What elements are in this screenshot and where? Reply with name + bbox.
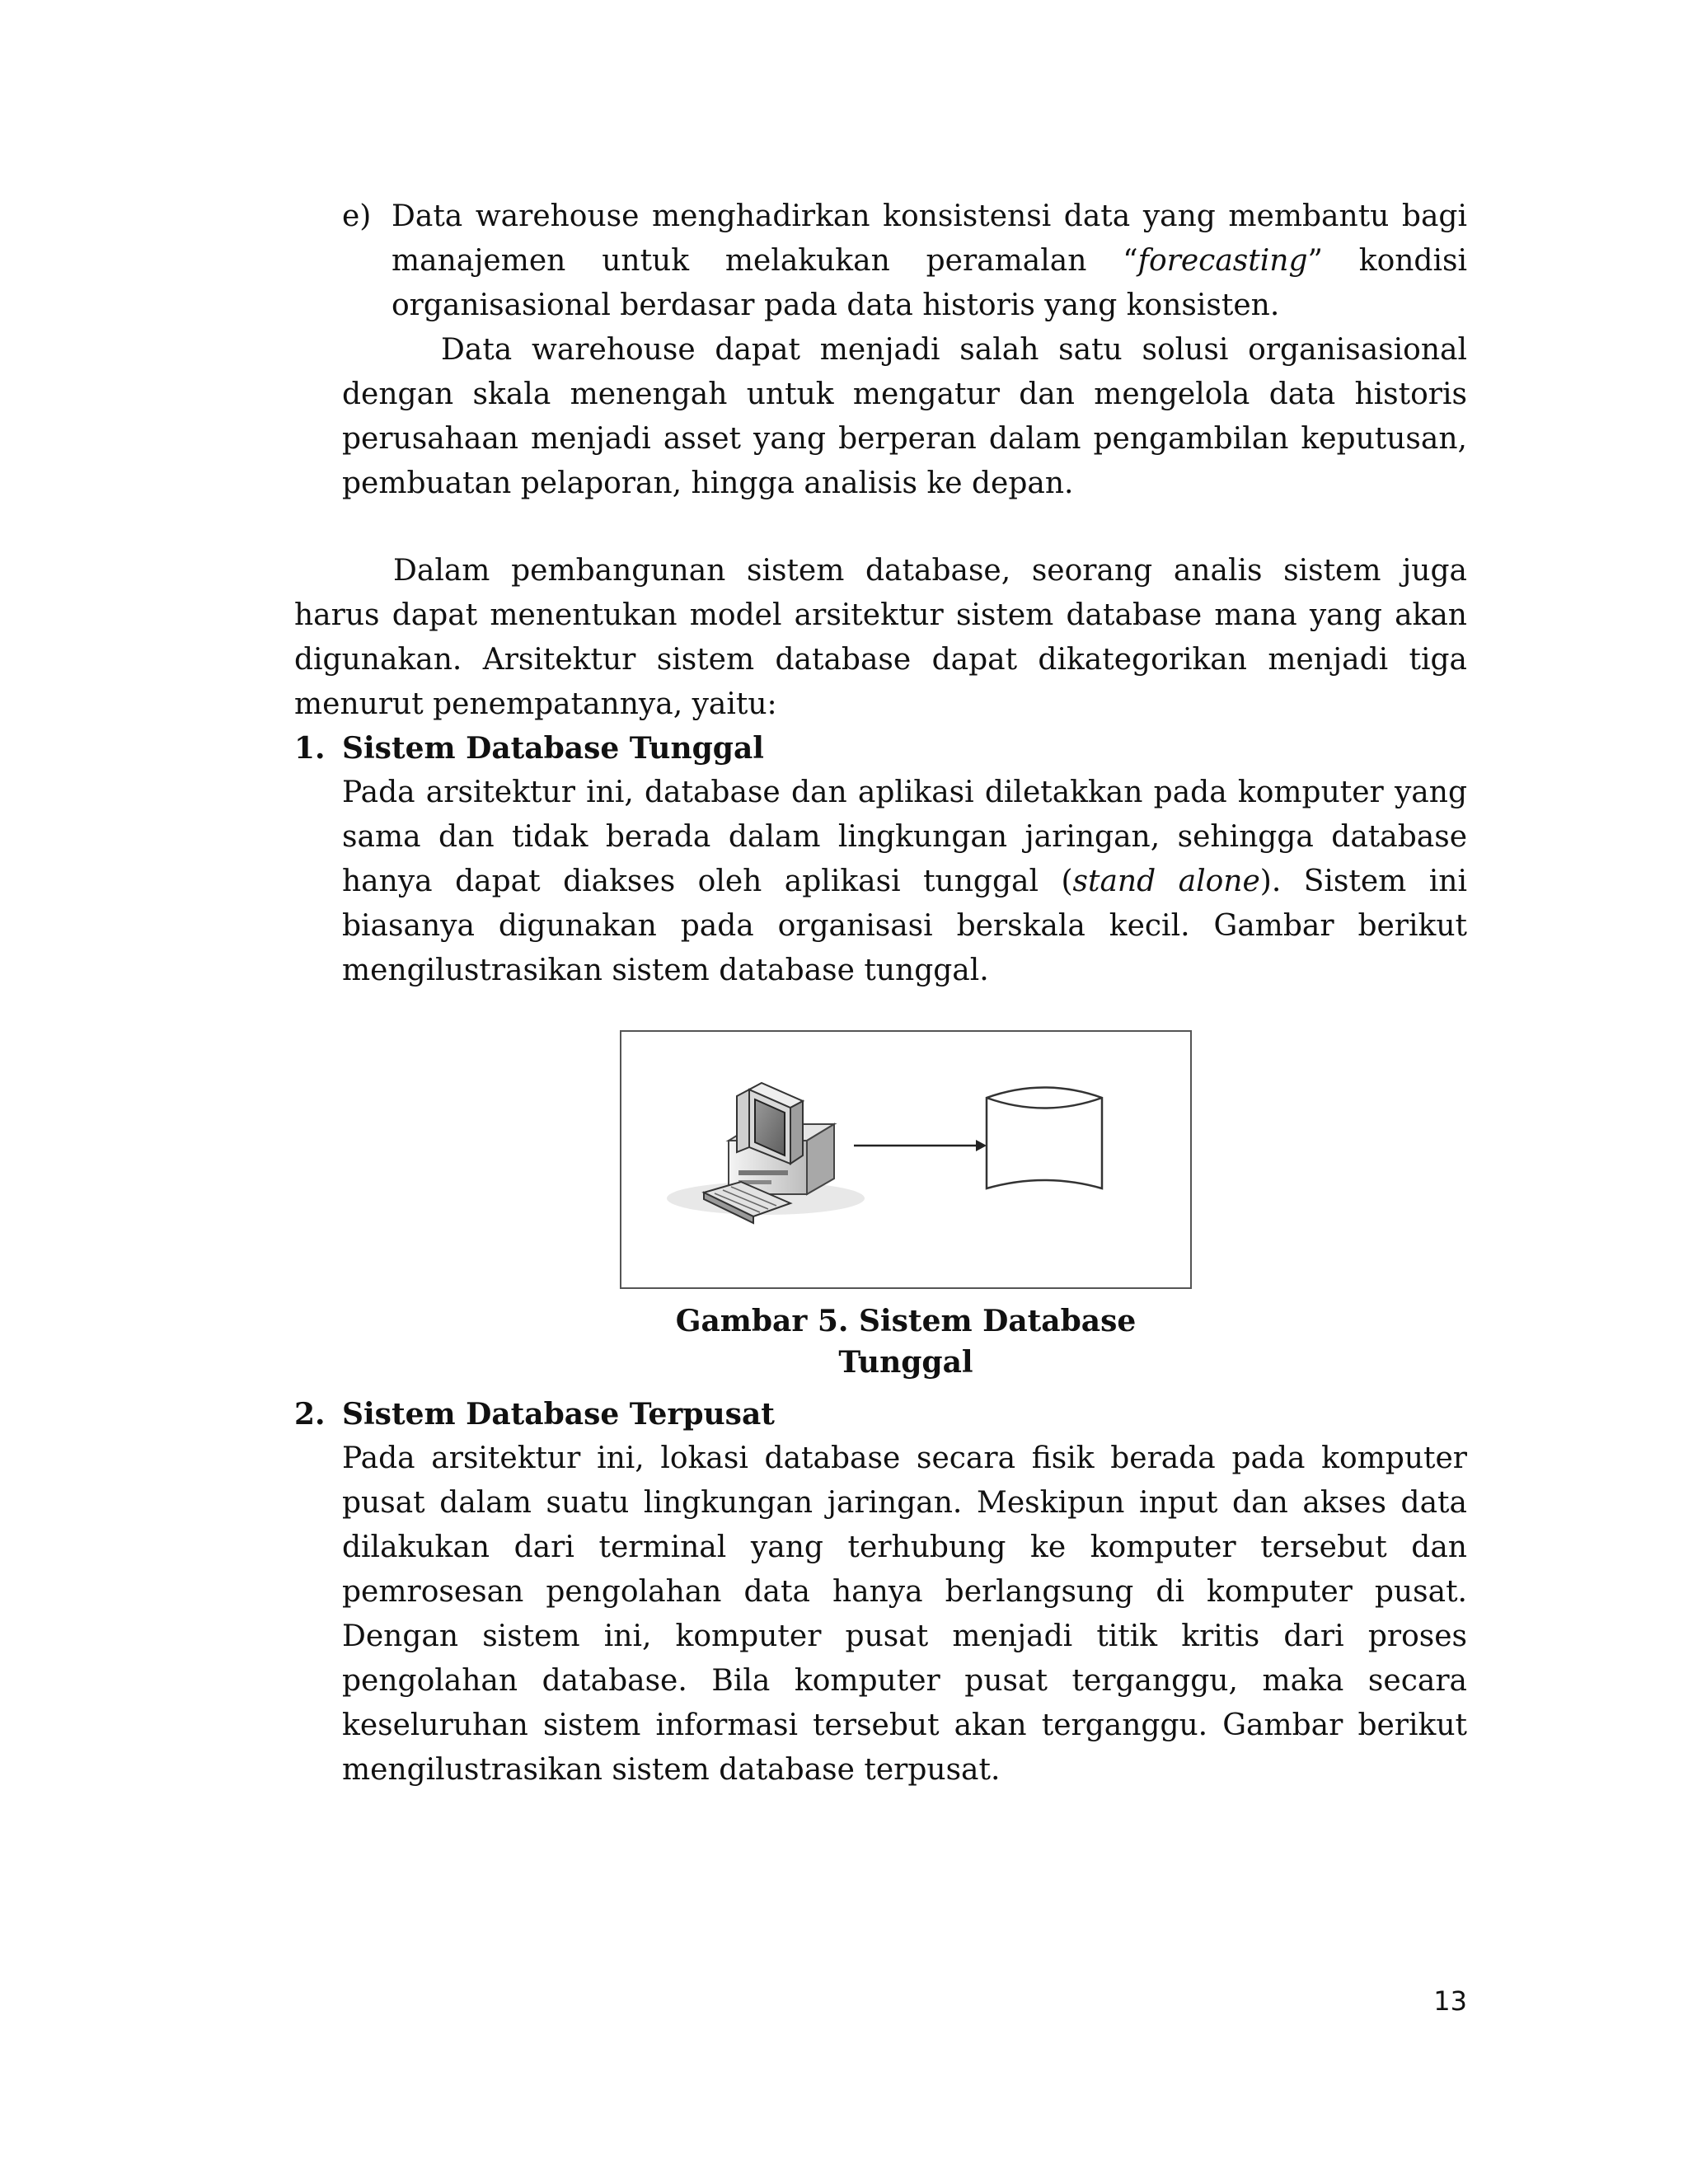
section-1-body: Pada arsitektur ini, database dan aplikasi diletakkan pada komputer yang sama dan tidak berada dalam lingkungan jaringan, sehingga database hanya dapat diakses oleh aplikasi tunggal (stand alone). Sistem ini biasanya digunakan pada organisasi berskala kecil. Gambar berikut mengilustrasikan sistem database tunggal. xyxy=(342,776,1468,987)
section-2-body: Pada arsitektur ini, lokasi database secara fisik berada pada komputer pusat dalam suatu lingkungan jaringan. Meskipun input dan akses data dilakukan dari terminal yang terhubung ke komputer tersebut dan pemrosesan pengolahan data hanya berlangsung di komputer pusat. Dengan sistem ini, komputer pusat menjadi titik kritis dari proses pengolahan database. Bila komputer pusat terganggu, maka secara keseluruhan sistem informasi tersebut akan terganggu. Gambar berikut mengilustrasikan sistem database terpusat. xyxy=(342,1441,1467,1787)
paragraph-architecture-intro: Dalam pembangunan sistem database, seorang analis sistem juga harus dapat menentukan model arsitektur sistem database mana yang akan digunakan. Arsitektur sistem database dapat dikategorikan menjadi tiga menurut penempatannya, yaitu: xyxy=(294,554,1467,721)
figure-caption: Gambar 5. Sistem Database Tunggal xyxy=(675,1304,1137,1380)
figure-illustration xyxy=(621,1032,1193,1291)
stand-alone-term: stand alone xyxy=(1072,865,1260,898)
desktop-computer-icon xyxy=(667,1083,865,1223)
forecasting-term: forecasting xyxy=(1137,244,1308,278)
list-item-e xyxy=(342,194,1467,328)
page-number: 13 xyxy=(1433,1985,1467,2017)
section-1-title: Sistem Database Tunggal xyxy=(342,731,764,766)
section-1-heading xyxy=(294,726,764,771)
list-item-e-text: Data warehouse menghadirkan konsistensi data yang membantu bagi manajemen untuk melakukan peramalan “forecasting” kondisi organisasional berdasar pada data historis yang konsisten. xyxy=(392,199,1467,322)
section-1-number: 1. xyxy=(294,731,326,766)
arrow-right-icon xyxy=(854,1140,987,1151)
section-2-heading xyxy=(294,1392,775,1436)
database-cylinder-icon xyxy=(987,1088,1102,1189)
section-2-title: Sistem Database Terpusat xyxy=(342,1397,775,1432)
section-2-number: 2. xyxy=(294,1397,326,1432)
figure-single-database xyxy=(620,1030,1192,1289)
paragraph-data-warehouse-solution: Data warehouse dapat menjadi salah satu solusi organisasional dengan skala menengah untuk mengatur dan mengelola data historis perusahaan menjadi asset yang berperan dalam pengambilan keputusan, pembuatan pelaporan, hingga analisis ke depan. xyxy=(342,333,1467,500)
list-marker-e: e) xyxy=(342,199,372,233)
